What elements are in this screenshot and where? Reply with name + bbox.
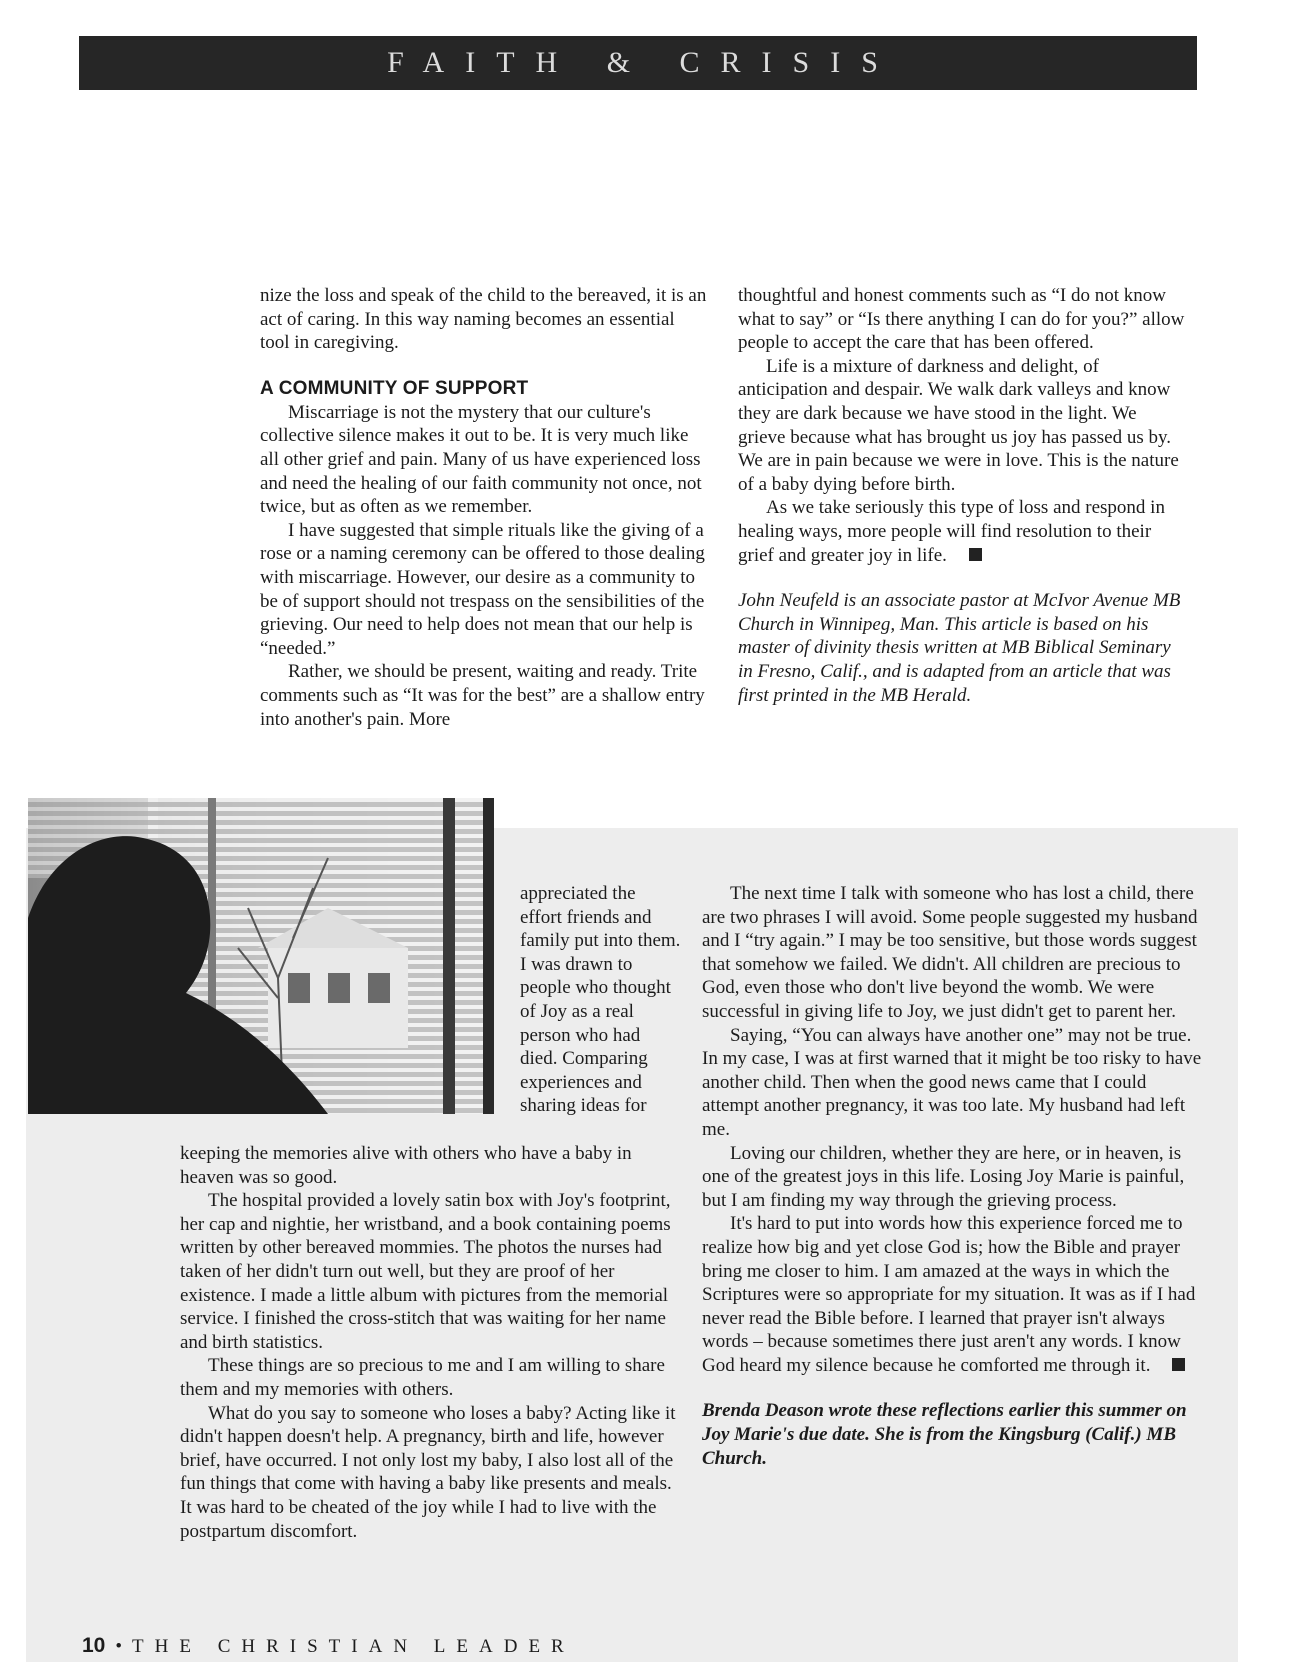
paragraph: Life is a mixture of darkness and delight, of anticipation and despair. We walk dark valleys and know they are dark because we have stood in the light. We grieve because what has brought us joy has passed us by. We are in pain because we were in love. This is the nature of a baby dying before birth.: [738, 355, 1179, 495]
paragraph: [702, 1212, 1202, 1377]
bottom-left-column: [180, 1142, 682, 1543]
paragraph: The hospital provided a lovely satin box with Joy's footprint, her cap and nightie, her wristband, and a book containing poems written by other bereaved mommies. The photos the nurses had taken of her didn't turn out well, but they are proof of her existence. I made a little album with pictures from the memorial service. I finished the cross-stitch that was waiting for her name and birth statistics.: [180, 1190, 671, 1353]
top-left-column: [260, 284, 708, 731]
page-number: 10: [82, 1634, 106, 1657]
publication-name: THE CHRISTIAN LEADER: [132, 1636, 575, 1657]
paragraph: Miscarriage is not the mystery that our culture's collective silence makes it out to be. It is very much like all other grief and pain. Many of us have experienced loss and need the healing of our faith community not once, not twice, but as often as we remember.: [260, 401, 702, 518]
subheading: A COMMUNITY OF SUPPORT: [260, 377, 529, 399]
paragraph: keeping the memories alive with others who have a baby in heaven was so good.: [180, 1143, 632, 1188]
photo-illustration: [28, 798, 494, 1114]
top-right-column: [738, 284, 1186, 707]
paragraph: The next time I talk with someone who has lost a child, there are two phrases I will avoid. Some people suggested my husband and I “try again.” I may be too sensitive, but those words suggest that somehow we failed. We didn't. All children are precious to God, even those who don't live beyond the womb. We were successful in giving life to Joy, we just didn't get to parent her.: [702, 883, 1198, 1022]
paragraph: nize the loss and speak of the child to the bereaved, it is an act of caring. In this way naming becomes an essential tool in caregiving.: [260, 285, 707, 354]
paragraph: Rather, we should be present, waiting and ready. Trite comments such as “It was for the best” are a shallow entry into another's pain. More: [260, 661, 705, 730]
silhouette-photo: [28, 798, 494, 1114]
paragraph: appreciated the effort friends and family put into them. I was drawn to people who thought of Joy as a real person who had died. Comparing experiences and sharing ideas for: [520, 883, 681, 1117]
bottom-right-column: [702, 882, 1202, 1470]
author-bio: Brenda Deason wrote these reflections earlier this summer on Joy Marie's due date. She is from the Kingsburg (Calif.) MB Church.: [702, 1400, 1187, 1469]
paragraph: These things are so precious to me and I am willing to share them and my memories with others.: [180, 1355, 665, 1400]
paragraph-text: As we take seriously this type of loss and respond in healing ways, more people will find resolution to their grief and greater joy in life.: [738, 497, 1165, 566]
paragraph-text: It's hard to put into words how this experience forced me to realize how big and yet close God is; how the Bible and prayer bring me closer to him. I am amazed at the ways in which the Scriptures were so appropriate for my situation. It was as if I had never read the Bible before. I learned that prayer isn't always words – because sometimes there just aren't any words. I know God heard my silence because he comforted me through it.: [702, 1213, 1196, 1376]
section-header-bar: [79, 36, 1197, 90]
end-of-article-mark: [1172, 1358, 1185, 1371]
paragraph: I have suggested that simple rituals like the giving of a rose or a naming ceremony can be offered to those dealing with miscarriage. However, our desire as a community to be of support should not trespass on the sensibilities of the grieving. Our need to help does not mean that our help is “needed.”: [260, 519, 705, 659]
paragraph: Saying, “You can always have another one” may not be true. In my case, I was at first warned that it might be too risky to have another child. Then when the good news came that I could attempt another pregnancy, it was too late. My husband had left me.: [702, 1024, 1202, 1140]
paragraph: [738, 496, 1186, 567]
footer-separator: •: [115, 1636, 123, 1657]
end-of-article-mark: [969, 548, 982, 561]
author-bio: John Neufeld is an associate pastor at McIvor Avenue MB Church in Winnipeg, Man. This article is based on his master of divinity thesis written at MB Biblical Seminary in Fresno, Calif., and is adapted from an article that was first printed in the MB Herald.: [738, 590, 1181, 706]
photo-wrap-text: [520, 882, 682, 1118]
paragraph: What do you say to someone who loses a baby? Acting like it didn't happen doesn't help. A pregnancy, birth and life, however brief, have occurred. I not only lost my baby, I also lost all of the fun things that come with having a baby like presents and meals. It was hard to be cheated of the joy while I had to live with the postpartum discomfort.: [180, 1402, 676, 1542]
paragraph: thoughtful and honest comments such as “I do not know what to say” or “Is there anything I can do for you?” allow people to accept the care that has been offered.: [738, 285, 1185, 354]
section-title: FAITH & CRISIS: [387, 46, 899, 79]
paragraph: Loving our children, whether they are here, or in heaven, is one of the greatest joys in this life. Losing Joy Marie is painful, but I am finding my way through the grieving process.: [702, 1142, 1185, 1211]
page-footer: [82, 1634, 575, 1658]
